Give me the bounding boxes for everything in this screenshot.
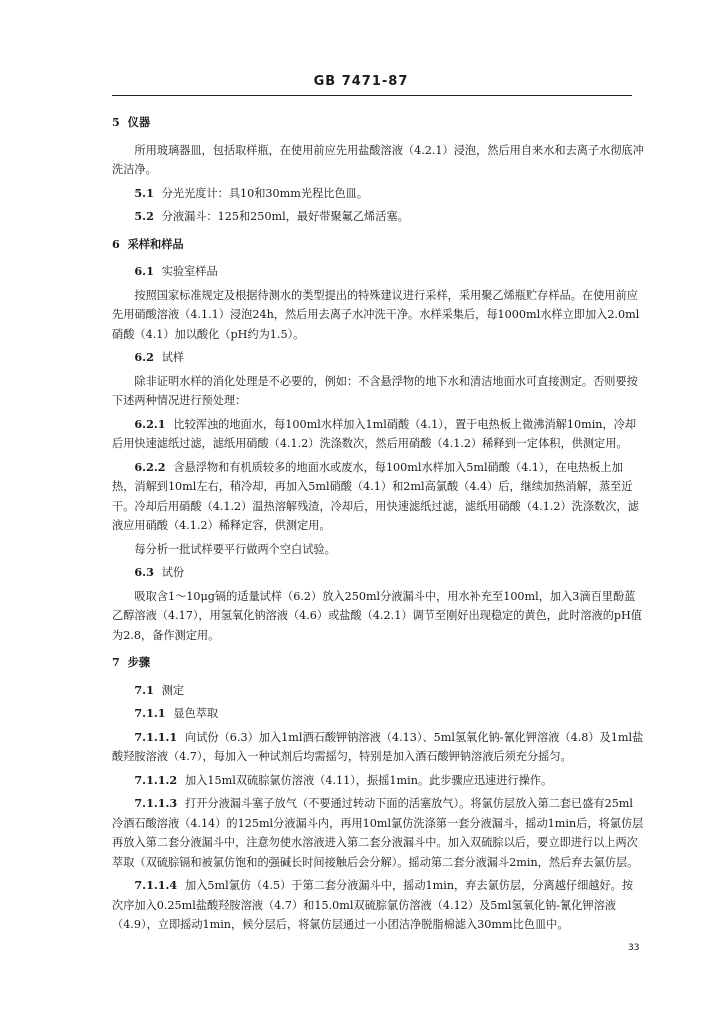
clause-paragraph [112,262,644,282]
standard-code-header: GB 7471-87 [313,74,409,89]
clause-number: 7.1 [134,682,154,697]
section-number: 6 [112,236,120,251]
section-number: 5 [112,115,120,129]
section-heading [112,113,644,133]
paragraph-text: 含悬浮物和有机质较多的地面水或废水，每100ml水样加入5ml硝酸（4.1），在电热板上加热，消解到10ml左右，稍冷却，再加入5ml硝酸（4.1）和2ml高氯酸（4.4）后，继续加热消解，蒸至近干。冷却后用硝酸（4.1.2）温热溶解残渣，冷却后，用快速滤纸过滤，滤纸用硝酸（4.1.2）洗涤数次，滤液应用硝酸（4.1.2）稀释定容，供测定用。 [112,460,639,532]
section-title: 仪器 [127,115,151,129]
clause-paragraph [112,563,644,583]
clause-number: 6.3 [134,565,154,579]
page-number: 33 [628,943,640,953]
clause-number: 7.1.1.4 [134,878,178,892]
paragraph-text: 向试份（6.3）加入1ml酒石酸钾钠溶液（4.13）、5ml氢氧化钠-氰化钾溶液（4.8）及1ml盐酸羟胺溶液（4.7），每加入一种试剂后均需摇匀，特别是加入酒石酸钾钠溶液后须充分摇匀。 [112,730,644,763]
body-paragraph [112,141,644,180]
body-paragraph [112,286,644,345]
clause-number: 7.1.1.3 [134,796,178,810]
clause-number: 6.2.1 [134,416,166,431]
clause-paragraph [112,794,644,872]
paragraph-text: 吸取含1～10μg镉的适量试样（6.2）放入250ml分液漏斗中，用水补充至100ml，加入3滴百里酚蓝乙醇溶液（4.17），用氢氧化钠溶液（4.6）或盐酸（4.2.1）调节至刚好出现稳定的黄色，此时溶液的pH值为2.8，备作测定用。 [112,589,642,642]
clause-paragraph [112,704,644,724]
document-body [112,113,644,939]
paragraph-text: 试份 [161,566,185,579]
section-number: 7 [112,655,120,669]
clause-number: 7.1.1.2 [134,772,178,787]
body-paragraph [112,540,644,560]
clause-number: 7.1.1.1 [134,729,178,744]
section-title: 采样和样品 [127,236,184,251]
section-title: 步骤 [127,655,151,669]
clause-number: 7.1.1 [134,706,166,720]
paragraph-text: 按照国家标准规定及根据待测水的类型提出的特殊建议进行采样，采用聚乙烯瓶贮存样品。在使用前应先用硝酸溶液（4.1.1）浸泡24h，然后用去离子水冲洗干净。水样采集后，每1000ml水样立即加入2.0ml硝酸（4.1）加以酸化（pH约为1.5）。 [112,288,640,341]
clause-paragraph [112,415,644,454]
clause-number: 6.1 [134,264,154,278]
paragraph-text: 分光光度计：具10和30mm光程比色皿。 [161,186,369,200]
clause-number: 6.2.2 [134,459,166,474]
header-rule [112,95,632,96]
clause-paragraph [112,348,644,368]
clause-paragraph [112,681,644,701]
clause-paragraph [112,771,644,791]
clause-number: 6.2 [134,350,154,364]
clause-paragraph [112,458,644,536]
clause-number: 5.1 [134,185,154,200]
paragraph-text: 除非证明水样的消化处理是不必要的，例如：不含悬浮物的地下水和清洁地面水可直接测定。否则要按下述两种情况进行预处理： [112,374,638,407]
paragraph-text: 分液漏斗：125和250ml，最好带聚氟乙烯活塞。 [161,210,409,223]
paragraph-text: 比较浑浊的地面水，每100ml水样加入1ml硝酸（4.1），置于电热板上微沸消解10min，冷却后用快速滤纸过滤，滤纸用硝酸（4.1.2）洗涤数次，然后用硝酸（4.1.2）稀释到一定体积，供测定用。 [112,417,637,450]
section-heading [112,653,644,673]
paragraph-text: 每分析一批试样要平行做两个空白试验。 [134,542,336,556]
paragraph-text: 测定 [161,683,185,697]
paragraph-text: 加入5ml氯仿（4.5）于第二套分液漏斗中，摇动1min，弃去氯仿层，分离越仔细越好。按次序加入0.25ml盐酸羟胺溶液（4.7）和15.0ml双硫腙氯仿溶液（4.12）及5ml氢氧化钠-氰化钾溶液（4.9），立即摇动1min，候分层后，将氯仿层通过一小团洁净脱脂棉滤入30mm比色皿中。 [112,879,634,931]
paragraph-text: 显色萃取 [173,707,219,720]
paragraph-text: 打开分液漏斗塞子放气（不要通过转动下面的活塞放气）。将氯仿层放入第二套已盛有25ml冷酒石酸溶液（4.14）的125ml分液漏斗内，再用10ml氯仿洗涤第一套分液漏斗，摇动1min后，将氯仿层再放入第二套分液漏斗中，注意勿使水溶液进入第二套分液漏斗中。加入双硫腙以后，要立即进行以上两次萃取（双硫腙镉和被氯仿饱和的强碱长时间接触后会分解）。摇动第二套分液漏斗2min，然后弃去氯仿层。 [112,797,644,869]
section-heading [112,235,644,255]
paragraph-text: 试样 [161,351,185,364]
clause-paragraph [112,728,644,767]
paragraph-text: 加入15ml双硫腙氯仿溶液（4.11），振摇1min。此步骤应迅速进行操作。 [185,773,553,787]
clause-paragraph [112,207,644,227]
clause-paragraph [112,876,644,935]
paragraph-text: 实验室样品 [161,265,218,278]
clause-paragraph [112,184,644,204]
body-paragraph [112,587,644,646]
clause-number: 5.2 [134,209,154,223]
body-paragraph [112,372,644,411]
paragraph-text: 所用玻璃器皿，包括取样瓶，在使用前应先用盐酸溶液（4.2.1）浸泡，然后用自来水和去离子水彻底冲洗洁净。 [112,143,644,176]
